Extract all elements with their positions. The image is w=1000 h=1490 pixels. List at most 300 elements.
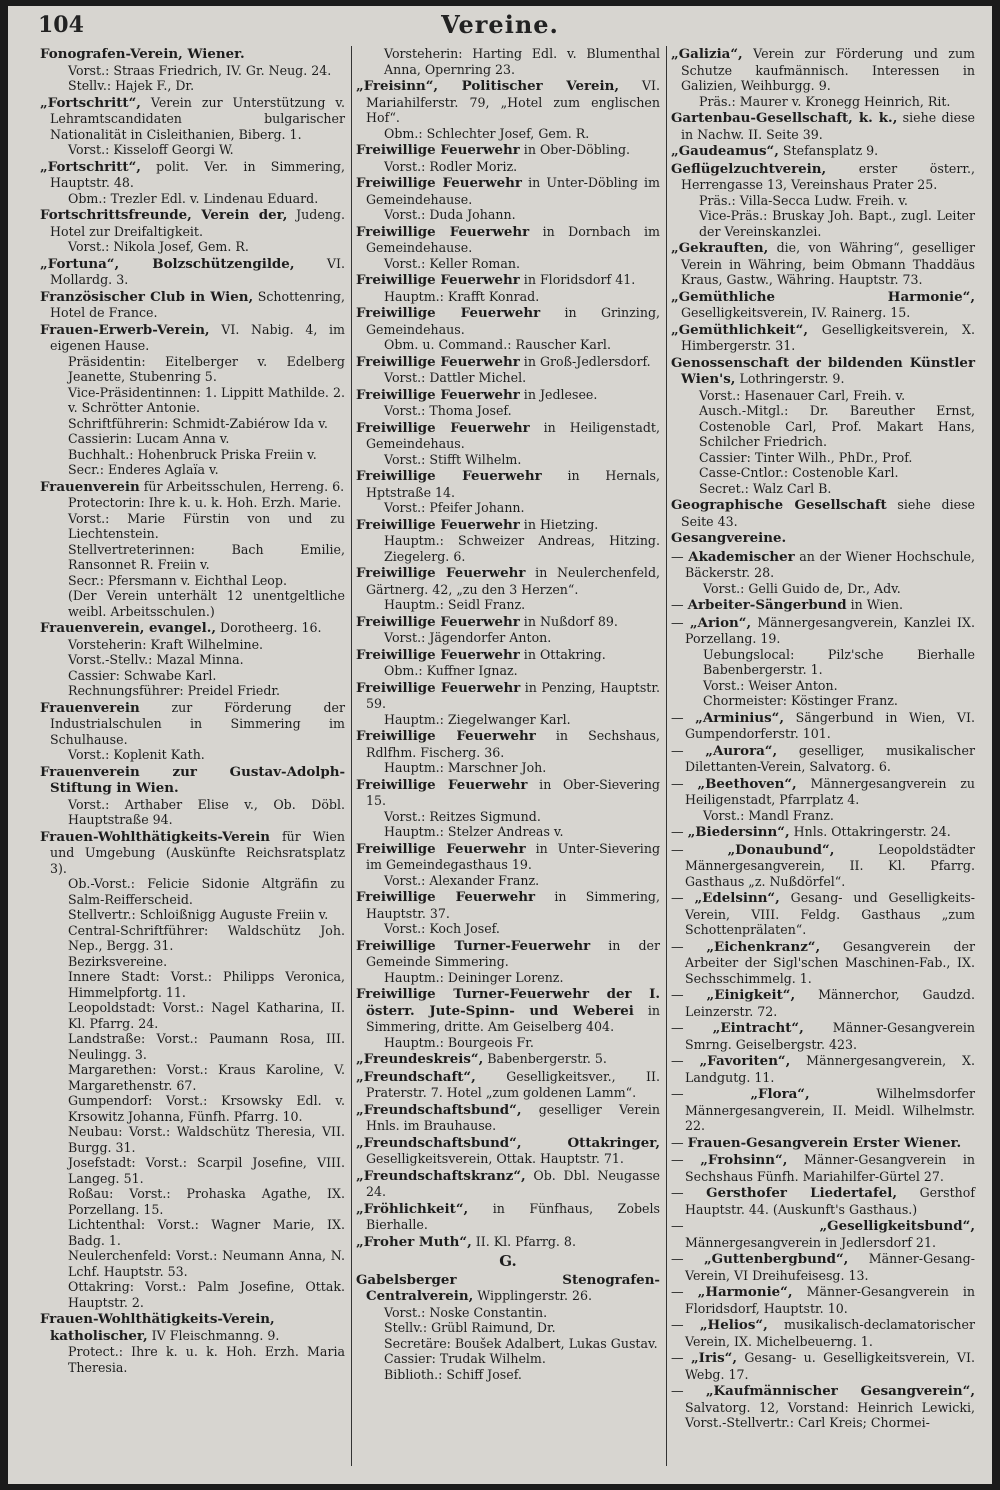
entry-name: Frauen-Gesangverein Erster Wiener. bbox=[687, 1134, 962, 1151]
entry-description: Stefansplatz 9. bbox=[778, 143, 879, 158]
directory-entry bbox=[356, 305, 660, 353]
entry-officer-line: Hauptm.: Ziegelwanger Karl. bbox=[384, 711, 571, 727]
directory-entry bbox=[356, 420, 660, 468]
directory-entry: — „Einigkeit“, Männerchor, Gaudzd. Leinzerstr. 72. bbox=[671, 987, 975, 1019]
entry-officer-line: Cassier: Tinter Wilh., PhDr., Prof. bbox=[699, 449, 913, 465]
directory-entry bbox=[40, 256, 345, 288]
entry-officer-line: Neulerchenfeld: Vorst.: Neumann Anna, N. Lchf. Hauptstr. 53. bbox=[68, 1248, 345, 1279]
entry-officer-line: Vorst.: Marie Fürstin von und zu Liechtenstein. bbox=[68, 510, 345, 541]
entry-officer-line: Vorst.: Pfeifer Johann. bbox=[384, 500, 525, 515]
entry-description: in Neulerchenfeld, Gärtnerg. 42, „zu den 3 Herzen“. bbox=[366, 565, 661, 597]
entry-officer-line: Vice-Präsidentinnen: 1. Lippitt Mathilde. 2. v. Schrötter Antonie. bbox=[68, 384, 345, 415]
entry-name: Freiwillige Feuerwehr bbox=[356, 516, 520, 533]
entry-name: „Eichenkranz“, bbox=[706, 938, 821, 955]
entry-name: Frauenverein bbox=[40, 478, 140, 495]
entry-officer-line: Vorst.: Mandl Franz. bbox=[703, 807, 834, 823]
entry-description: Judeng. Hotel zur Dreifaltigkeit. bbox=[50, 207, 345, 239]
entry-officer-line: Stellvertreterinnen: Bach Emilie, Ransonnet R. Freiin v. bbox=[68, 541, 345, 572]
entry-name: Arbeiter-Sängerbund bbox=[687, 597, 847, 613]
entry-description: Gesang- u. Geselligkeitsverein, VI. Webg. 17. bbox=[685, 1350, 975, 1382]
entry-officer-line: Hauptm.: Krafft Konrad. bbox=[384, 288, 540, 304]
directory-entry: — „Donaubund“, Leopoldstädter Männergesangverein, II. Kl. Pfarrg. Gasthaus „z. Nußdörfel“. bbox=[671, 841, 975, 889]
directory-entry bbox=[356, 224, 660, 272]
entry-description: Sängerbund in Wien, VI. Gumpendorferstr. 101. bbox=[685, 709, 975, 741]
directory-entry bbox=[356, 986, 660, 1050]
entry-name: „Edelsinn“, bbox=[694, 890, 780, 906]
entry-officer-line: Hauptm.: Deininger Lorenz. bbox=[384, 969, 564, 985]
entry-officer-line: Bezirksvereine. bbox=[68, 953, 168, 969]
entry-description: siehe diese in Nachw. II. Seite 39. bbox=[681, 110, 975, 142]
entry-name: Freiwillige Feuerwehr bbox=[356, 776, 528, 793]
entry-officer-line: Obm.: Trezler Edl. v. Lindenau Eduard. bbox=[68, 190, 319, 206]
entry-description: Gesangverein der Arbeiter der Sigl'schen Maschinen-Fab., IX. Sechsschimmelg. 1. bbox=[685, 938, 975, 986]
directory-entry bbox=[40, 289, 345, 321]
entry-officer-line: Obm.: Schlechter Josef, Gem. R. bbox=[384, 125, 590, 141]
directory-entry: — „Eichenkranz“, Gesangverein der Arbeiter der Sigl'schen Maschinen-Fab., IX. Sechsschimmelg. 1. bbox=[671, 938, 975, 986]
entry-name: „Kaufmännischer Gesangverein“, bbox=[705, 1383, 975, 1399]
entry-name: Fortschrittsfreunde, Verein der, bbox=[40, 207, 288, 223]
entry-officer-line: Vorst.: Gelli Guido de, Dr., Adv. bbox=[703, 580, 901, 596]
entry-description: Geselligkeitsver., II. Praterstr. 7. Hotel „zum goldenen Lamm“. bbox=[366, 1068, 660, 1100]
entry-officer-line: Central-Schriftführer: Waldschütz Joh. Nep., Bergg. 31. bbox=[68, 922, 345, 953]
entry-description: in Nußdorf 89. bbox=[519, 613, 618, 629]
entry-description: in Groß-Jedlersdorf. bbox=[519, 353, 651, 369]
directory-entry: — „Frohsinn“, Männer-Gesangverein in Sechshaus Fünfh. Mariahilfer-Gürtel 27. bbox=[671, 1152, 975, 1184]
directory-entry bbox=[356, 1201, 660, 1233]
directory-entry bbox=[40, 1311, 345, 1375]
entry-name: Freiwillige Feuerwehr bbox=[356, 142, 520, 158]
entry-officer-line: Cassier: Trudak Wilhelm. bbox=[384, 1351, 546, 1366]
directory-entry bbox=[356, 1069, 660, 1101]
directory-entry bbox=[356, 841, 660, 889]
entry-description: in Ober-Sievering 15. bbox=[366, 776, 660, 808]
entry-officer-line: Hauptm.: Seidl Franz. bbox=[384, 597, 526, 612]
entry-name: Freiwillige Feuerwehr bbox=[356, 565, 526, 581]
directory-entry: — „Edelsinn“, Gesang- und Geselligkeits-Verein, VIII. Feldg. Gasthaus „zum Schottenprälaten“. bbox=[671, 890, 975, 937]
entry-description: in Ober-Döbling. bbox=[519, 142, 631, 157]
entry-description: zur Förderung der Industrialschulen in Simmering im Schulhause. bbox=[50, 699, 345, 747]
directory-entry bbox=[356, 565, 660, 613]
directory-entry bbox=[671, 161, 975, 240]
entry-officer-line: Vorst.: Kisseloff Georgi W. bbox=[68, 142, 234, 157]
directory-entry: — Akademischer an der Wiener Hochschule, Bäckerstr. 28. Vorst.: Gelli Guido de, Dr., Adv. bbox=[671, 548, 975, 596]
entry-name: „Gemüthliche Harmonie“, bbox=[671, 288, 975, 305]
section-letter-heading: G. bbox=[499, 1252, 517, 1270]
entry-officer-line: Josefstadt: Vorst.: Scarpil Josefine, VIII. Langeg. 51. bbox=[68, 1155, 345, 1186]
entry-officer-line: Protect.: Ihre k. u. k. Hoh. Erzh. Maria Theresia. bbox=[68, 1344, 345, 1375]
entry-officer-line: Secr.: Enderes Aglaïa v. bbox=[68, 462, 219, 477]
entry-description: Schottenring, Hotel de France. bbox=[50, 288, 345, 320]
directory-entry: — „Guttenbergbund“, Männer-Gesang-Verein, VI Dreihufeisesg. 13. bbox=[671, 1251, 975, 1283]
directory-entry bbox=[40, 159, 345, 207]
entry-officer-line: Präsidentin: Eitelberger v. Edelberg Jeanette, Stubenring 5. bbox=[68, 353, 345, 384]
page-header bbox=[8, 6, 992, 46]
entry-officer-line: Ottakring: Vorst.: Palm Josefine, Ottak. Hauptstr. 2. bbox=[68, 1279, 345, 1310]
entry-name: Freiwillige Feuerwehr bbox=[356, 272, 520, 288]
directory-entry bbox=[356, 1102, 660, 1134]
directory-entry: — „Helios“, musikalisch-declamatorischer Verein, IX. Michelbeuerng. 1. bbox=[671, 1317, 975, 1349]
directory-entry: — „Kaufmännischer Gesangverein“, Salvatorg. 12, Vorstand: Heinrich Lewicki, Vorst.-Stellvertr.: Carl Kreis; Chormei- bbox=[671, 1383, 975, 1430]
directory-entry bbox=[356, 777, 660, 840]
directory-entry: — Frauen-Gesangverein Erster Wiener. bbox=[671, 1134, 962, 1151]
entry-officer-line: Roßau: Vorst.: Prohaska Agathe, IX. Porzellang. 15. bbox=[68, 1186, 345, 1217]
entry-description: in Hernals, Hptstraße 14. bbox=[366, 468, 660, 500]
directory-entry bbox=[356, 1051, 660, 1068]
entry-description: in Unter-Döbling im Gemeindehause. bbox=[366, 175, 660, 207]
entry-officer-line: Secr.: Pfersmann v. Eichthal Leop. bbox=[68, 572, 287, 588]
entry-officer-line: Rechnungsführer: Preidel Friedr. bbox=[68, 683, 281, 698]
directory-entry bbox=[671, 355, 975, 497]
entry-officer-line: Neubau: Vorst.: Waldschütz Theresia, VII. Burgg. 31. bbox=[68, 1124, 345, 1155]
directory-entry bbox=[356, 889, 660, 937]
entry-name: „Fröhlichkeit“, bbox=[356, 1200, 469, 1217]
entry-officer-line: Vorst.: Nikola Josef, Gem. R. bbox=[68, 239, 249, 254]
entry-officer-line: Stellv.: Hajek F., Dr. bbox=[68, 78, 195, 93]
entry-name: „Arminius“, bbox=[695, 709, 785, 726]
entry-description: Gersthof Hauptstr. 44. (Auskunft's Gasthaus.) bbox=[685, 1185, 975, 1217]
directory-entry bbox=[40, 479, 345, 620]
entry-officer-line: Vorst.-Stellv.: Mazal Minna. bbox=[68, 652, 244, 667]
entry-name: „Eintracht“, bbox=[712, 1020, 804, 1036]
entry-officer-line: Hauptm.: Schweizer Andreas, Hitzing. Ziegelerg. 6. bbox=[384, 533, 660, 564]
entry-officer-line: Vorst.: Duda Johann. bbox=[384, 207, 516, 222]
entry-name: „Flora“, bbox=[750, 1086, 810, 1102]
entry-description: Verein zur Unterstützung v. Lehramtscandidaten bulgarischer Nationalität in Cisleithanien, Biberg. 1. bbox=[50, 94, 345, 142]
directory-entry: — „Favoriten“, Männergesangverein, X. Landgutg. 11. bbox=[671, 1053, 975, 1085]
entry-name: Akademischer bbox=[688, 548, 795, 565]
directory-entry bbox=[356, 142, 660, 174]
entry-officer-line: Stellv.: Grübl Raimund, Dr. bbox=[384, 1320, 556, 1335]
entry-description: in Dornbach im Gemeindehause. bbox=[366, 223, 660, 255]
text-columns bbox=[36, 46, 982, 1466]
directory-entry bbox=[671, 240, 975, 288]
directory-entry bbox=[356, 1168, 660, 1200]
entry-officer-line: Vorst.: Koplenit Kath. bbox=[68, 747, 205, 762]
entry-officer-line: Vorst.: Keller Roman. bbox=[384, 255, 520, 271]
entry-name: Französischer Club in Wien, bbox=[40, 288, 254, 305]
entry-description: VI. Mariahilferstr. 79, „Hotel zum englischen Hof“. bbox=[366, 78, 660, 125]
entry-officer-line: Secretäre: Boušek Adalbert, Lukas Gustav. bbox=[384, 1335, 658, 1351]
entry-name: „Guttenbergbund“, bbox=[703, 1251, 849, 1267]
entry-description: siehe diese Seite 43. bbox=[681, 497, 975, 529]
directory-entry bbox=[671, 46, 975, 109]
directory-entry bbox=[356, 175, 660, 223]
entry-description: in Floridsdorf 41. bbox=[519, 272, 636, 287]
entry-description: Männer-Gesangverein Smrng. Geiselbergstr. 423. bbox=[685, 1020, 975, 1052]
directory-entry: — Arbeiter-Sängerbund in Wien. bbox=[671, 597, 904, 613]
entry-officer-line: Vorst.: Dattler Michel. bbox=[384, 370, 527, 385]
entry-description: Verein zur Förderung und zum Schutze kaufmännisch. Interessen in Galizien, Weihburgg. 9. bbox=[681, 46, 975, 93]
entry-description: Leopoldstädter Männergesangverein, II. Kl. Pfarrg. Gasthaus „z. Nußdörfel“. bbox=[685, 841, 975, 889]
entry-name: „Einigkeit“, bbox=[706, 987, 796, 1003]
entry-description: Männer-Gesangverein in Sechshaus Fünfh. Mariahilfer-Gürtel 27. bbox=[685, 1152, 975, 1184]
directory-entry bbox=[356, 78, 660, 141]
entry-name: „Arion“, bbox=[689, 614, 752, 631]
entry-description: für Wien und Umgebung (Auskünfte Reichsratsplatz 3). bbox=[50, 828, 345, 876]
entry-officer-line: Margarethen: Vorst.: Kraus Karoline, V. Margarethenstr. 67. bbox=[68, 1062, 345, 1093]
entry-officer-line: Präs.: Maurer v. Kronegg Heinrich, Rit. bbox=[699, 93, 951, 109]
entry-description: Männerchor, Gaudzd. Leinzerstr. 72. bbox=[685, 987, 975, 1019]
entry-name: Gersthofer Liedertafel, bbox=[706, 1185, 897, 1201]
directory-entry bbox=[40, 207, 345, 255]
directory-entry bbox=[40, 829, 345, 1311]
entry-officer-line: Uebungslocal: Pilz'sche Bierhalle Babenbergerstr. 1. bbox=[703, 646, 975, 677]
directory-entry bbox=[356, 387, 660, 419]
entry-officer-line: Vorsteherin: Harting Edl. v. Blumenthal Anna, Opernring 23. bbox=[384, 46, 660, 77]
entry-officer-line: Vorst.: Noske Constantin. bbox=[384, 1304, 548, 1320]
entry-description: Salvatorg. 12, Vorstand: Heinrich Lewicki, Vorst.-Stellvertr.: Carl Kreis; Chormei- bbox=[685, 1399, 975, 1430]
entry-name: Freiwillige Turner-Feuerwehr bbox=[356, 937, 591, 954]
entry-name: Frauenverein, evangel., bbox=[40, 620, 217, 636]
entry-name: „Helios“, bbox=[699, 1317, 768, 1333]
directory-entry: — Gersthofer Liedertafel, Gersthof Hauptstr. 44. (Auskunft's Gasthaus.) bbox=[671, 1185, 975, 1217]
entry-name: Frauen-Erwerb-Verein, bbox=[40, 321, 210, 338]
directory-entry bbox=[356, 647, 660, 679]
entry-description: Dorotheerg. 16. bbox=[216, 620, 322, 635]
entry-name: Freiwillige Feuerwehr bbox=[356, 353, 520, 370]
entry-name: Geographische Gesellschaft bbox=[671, 497, 887, 513]
directory-entry bbox=[356, 468, 660, 516]
directory-entry bbox=[40, 322, 345, 478]
entry-description: Wipplingerstr. 26. bbox=[473, 1288, 593, 1303]
directory-entry bbox=[356, 614, 660, 646]
entry-officer-line: Chormeister: Köstinger Franz. bbox=[703, 693, 898, 708]
entry-description: Babenbergerstr. 5. bbox=[483, 1051, 607, 1066]
entry-officer-line: Vorst.: Reitzes Sigmund. bbox=[384, 808, 541, 824]
directory-entry bbox=[671, 143, 975, 160]
entry-description: Ob. Dbl. Neugasse 24. bbox=[366, 1167, 660, 1199]
entry-name: Geflügelzuchtverein, bbox=[671, 160, 827, 177]
entry-officer-line: Vorst.: Straas Friedrich, IV. Gr. Neug. 24. bbox=[68, 62, 332, 78]
entry-name: Fonografen-Verein, Wiener. bbox=[40, 46, 245, 62]
entry-description: Männer-Gesangverein in Floridsdorf, Hauptstr. 10. bbox=[685, 1284, 975, 1316]
entry-name: Gartenbau-Gesellschaft, k. k., bbox=[671, 110, 898, 126]
directory-entry bbox=[671, 289, 975, 321]
entry-name: Freiwillige Feuerwehr bbox=[356, 419, 530, 436]
entry-description: die, von Währing“, geselliger Verein in Währing, beim Obmann Thaddäus Kraus, Gastw., Währing. Hauptstr. 73. bbox=[681, 240, 975, 287]
running-title: Vereine. bbox=[441, 10, 559, 39]
entry-description: in Sechshaus, Rdlfhm. Fischerg. 36. bbox=[366, 728, 660, 760]
entry-name: „Aurora“, bbox=[705, 742, 778, 759]
entry-officer-line: Secret.: Walz Carl B. bbox=[699, 480, 832, 496]
column-left bbox=[36, 46, 351, 1466]
directory-entry bbox=[356, 1272, 660, 1383]
entry-officer-line: Vorst.: Arthaber Elise v., Ob. Döbl. Hauptstraße 94. bbox=[68, 796, 345, 827]
entry-name: „Favoriten“, bbox=[699, 1053, 791, 1069]
entry-officer-line: Hauptm.: Marschner Joh. bbox=[384, 760, 547, 775]
document-page bbox=[8, 6, 992, 1484]
entry-description: geselliger Verein Hnls. im Brauhause. bbox=[366, 1101, 660, 1133]
entry-name: Frauen-Wohlthätigkeits-Verein bbox=[40, 828, 271, 845]
entry-name: Frauenverein bbox=[40, 699, 140, 716]
entry-description: Männergesangverein in Jedlersdorf 21. bbox=[685, 1234, 936, 1250]
section-heading: Gesangvereine. bbox=[671, 530, 787, 546]
directory-entry bbox=[356, 680, 660, 728]
entry-name: „Galizia“, bbox=[671, 46, 743, 62]
column-right bbox=[666, 46, 981, 1466]
entry-name: Freiwillige Feuerwehr bbox=[356, 679, 521, 696]
entry-description: Lothringerstr. 9. bbox=[735, 371, 845, 386]
entry-officer-line: (Der Verein unterhält 12 unentgeltliche weibl. Arbeitsschulen.) bbox=[68, 588, 345, 619]
entry-officer-line: Vorst.: Hasenauer Carl, Freih. v. bbox=[699, 387, 906, 403]
entry-officer-line: Vice-Präs.: Bruskay Joh. Bapt., zugl. Leiter der Vereinskanzlei. bbox=[699, 208, 975, 239]
directory-entry bbox=[40, 700, 345, 763]
entry-name: „Donaubund“, bbox=[727, 841, 835, 858]
entry-name: „Freundschaftsbund“, Ottakringer, bbox=[356, 1134, 660, 1151]
entry-name: „Frohsinn“, bbox=[700, 1152, 788, 1168]
directory-entry: — „Arminius“, Sängerbund in Wien, VI. Gumpendorferstr. 101. bbox=[671, 709, 975, 741]
entry-officer-line: Präs.: Villa-Secca Ludw. Freih. v. bbox=[699, 192, 908, 208]
directory-entry bbox=[671, 110, 975, 142]
directory-entry bbox=[356, 1234, 660, 1251]
entry-description: IV Fleischmanng. 9. bbox=[147, 1327, 280, 1343]
entry-name: „Fortuna“, Bolzschützengilde, bbox=[40, 255, 295, 272]
entry-description: Geselligkeitsverein, X. Himbergerstr. 31. bbox=[681, 321, 975, 353]
entry-name: „Beethoven“, bbox=[697, 775, 797, 792]
entry-officer-line: Buchhalt.: Hohenbruck Priska Freiin v. bbox=[68, 446, 317, 462]
entry-name: „Freundschaftskranz“, bbox=[356, 1167, 526, 1184]
directory-entry bbox=[356, 938, 660, 986]
entry-officer-line: Lichtenthal: Vorst.: Wagner Marie, IX. Badg. 1. bbox=[68, 1217, 345, 1248]
entry-officer-line: Gumpendorf: Vorst.: Krsowsky Edl. v. Krsowitz Johanna, Fünfh. Pfarrg. 10. bbox=[68, 1093, 345, 1124]
entry-name: Freiwillige Feuerwehr bbox=[356, 468, 542, 484]
entry-description: in Simmering, dritte. Am Geiselberg 404. bbox=[366, 1002, 660, 1034]
directory-entry bbox=[671, 322, 975, 354]
directory-entry bbox=[356, 517, 660, 565]
directory-entry bbox=[356, 354, 660, 386]
directory-entry: — „Arion“, Männergesangverein, Kanzlei IX. Porzellang. 19. Uebungslocal: Pilz'sche Bierhalle Babenbergerstr. 1. Vorst.: Weiser Anton. Chormeister: Köstinger Franz. bbox=[671, 614, 975, 708]
entry-officer-line: Casse-Cntlor.: Costenoble Karl. bbox=[699, 465, 899, 480]
entry-name: „Fortschritt“, bbox=[40, 94, 141, 111]
entry-description: in Wien. bbox=[846, 597, 904, 612]
entry-description: in Hietzing. bbox=[519, 516, 599, 532]
entry-description: VI. Nabig. 4, im eigenen Hause. bbox=[50, 321, 345, 353]
entry-officer-line: Hauptm.: Stelzer Andreas v. bbox=[384, 824, 564, 839]
entry-name: Freiwillige Feuerwehr bbox=[356, 889, 536, 905]
entry-officer-line: Hauptm.: Bourgeois Fr. bbox=[384, 1034, 534, 1050]
directory-entry: — „Beethoven“, Männergesangverein zu Heiligenstadt, Pfarrplatz 4. Vorst.: Mandl Franz. bbox=[671, 775, 975, 823]
entry-description: geselliger, musikalischer Dilettanten-Verein, Salvatorg. 6. bbox=[685, 742, 975, 774]
entry-officer-line: Ausch.-Mitgl.: Dr. Bareuther Ernst, Costenoble Carl, Prof. Makart Hans, Schilcher Friedrich. bbox=[699, 403, 975, 449]
entry-description: VI. Mollardg. 3. bbox=[50, 255, 345, 287]
entry-description: in Ottakring. bbox=[519, 646, 606, 662]
entry-name: Freiwillige Feuerwehr bbox=[356, 728, 536, 744]
directory-entry: — „Biedersinn“, Hnls. Ottakringerstr. 24. bbox=[671, 824, 951, 840]
entry-officer-line: Ob.-Vorst.: Felicie Sidonie Altgräfin zu Salm-Reifferscheid. bbox=[68, 876, 345, 907]
entry-name: „Gekrauften, bbox=[671, 240, 769, 256]
entry-description: in Penzing, Hauptstr. 59. bbox=[366, 679, 660, 711]
directory-entry bbox=[356, 272, 660, 304]
entry-description: II. Kl. Pfarrg. 8. bbox=[471, 1233, 576, 1249]
entry-description: Männergesangverein, X. Landgutg. 11. bbox=[685, 1053, 975, 1085]
entry-name: Freiwillige Feuerwehr bbox=[356, 613, 520, 630]
directory-entry bbox=[40, 764, 345, 828]
entry-description: Geselligkeitsverein, Ottak. Hauptstr. 71. bbox=[366, 1151, 624, 1166]
entry-name: „Fortschritt“, bbox=[40, 158, 141, 175]
entry-name: „Biedersinn“, bbox=[687, 824, 790, 840]
entry-name: „Freundschaft“, bbox=[356, 1068, 476, 1085]
entry-description: Geselligkeitsverein, IV. Rainerg. 15. bbox=[681, 305, 911, 320]
entry-description: in Heiligenstadt, Gemeindehaus. bbox=[366, 419, 660, 451]
entry-description: Gesang- und Geselligkeits-Verein, VIII. Feldg. Gasthaus „zum Schottenprälaten“. bbox=[685, 890, 975, 937]
entry-name: „Freundschaftsbund“, bbox=[356, 1101, 522, 1118]
entry-description: polit. Ver. in Simmering, Hauptstr. 48. bbox=[50, 158, 345, 190]
entry-name: Frauenverein zur Gustav-Adolph-Stiftung in Wien. bbox=[40, 763, 345, 796]
directory-entry: — „Geselligkeitsbund“, Männergesangverein in Jedlersdorf 21. bbox=[671, 1218, 975, 1250]
entry-description: Wilhelmsdorfer Männergesangverein, II. Meidl. Wilhelmstr. 22. bbox=[685, 1086, 975, 1133]
column-middle bbox=[351, 46, 666, 1466]
entry-officer-line: Cassierin: Lucam Anna v. bbox=[68, 431, 230, 446]
entry-officer-line: Stellvertr.: Schloißnigg Auguste Freiin v. bbox=[68, 907, 329, 922]
entry-officer-line: Landstraße: Vorst.: Paumann Rosa, III. Neulingg. 3. bbox=[68, 1031, 345, 1062]
entry-description: an der Wiener Hochschule, Bäckerstr. 28. bbox=[685, 548, 975, 580]
entry-officer-line: Obm.: Kuffner Ignaz. bbox=[384, 663, 518, 678]
directory-entry: — „Aurora“, geselliger, musikalischer Dilettanten-Verein, Salvatorg. 6. bbox=[671, 742, 975, 774]
entry-name: Freiwillige Feuerwehr bbox=[356, 646, 520, 663]
entry-name: „Iris“, bbox=[690, 1350, 737, 1366]
entry-description: erster österr., Herrengasse 13, Vereinshaus Prater 25. bbox=[681, 160, 975, 192]
entry-officer-line: Vorst.: Stifft Wilhelm. bbox=[384, 451, 522, 467]
entry-name: Freiwillige Feuerwehr bbox=[356, 386, 520, 403]
entry-description: Männer-Gesang-Verein, VI Dreihufeisesg. 13. bbox=[685, 1251, 975, 1283]
entry-officer-line: Biblioth.: Schiff Josef. bbox=[384, 1366, 522, 1382]
entry-name: Freiwillige Turner-Feuerwehr der I. österr. Jute-Spinn- und Weberei bbox=[356, 986, 660, 1019]
directory-entry: — „Flora“, Wilhelmsdorfer Männergesangverein, II. Meidl. Wilhelmstr. 22. bbox=[671, 1086, 975, 1133]
directory-entry bbox=[40, 95, 345, 158]
entry-description: in Jedlesee. bbox=[519, 386, 598, 402]
entry-officer-line: Leopoldstadt: Vorst.: Nagel Katharina, II. Kl. Pfarrg. 24. bbox=[68, 1000, 345, 1031]
entry-officer-line: Vorsteherin: Kraft Wilhelmine. bbox=[68, 636, 264, 652]
entry-description: Männergesangverein, Kanzlei IX. Porzellang. 19. bbox=[685, 614, 975, 646]
entry-officer-line: Obm. u. Command.: Rauscher Karl. bbox=[384, 337, 611, 352]
entry-name: „Freisinn“, Politischer Verein, bbox=[356, 78, 620, 94]
entry-description: musikalisch-declamatorischer Verein, IX. Michelbeuerng. 1. bbox=[685, 1317, 975, 1349]
entry-officer-line: Protectorin: Ihre k. u. k. Hoh. Erzh. Marie. bbox=[68, 495, 342, 510]
entry-officer-line: Vorst.: Weiser Anton. bbox=[703, 677, 838, 693]
entry-name: „Gaudeamus“, bbox=[671, 143, 779, 159]
entry-description: in Fünfhaus, Zobels Bierhalle. bbox=[366, 1200, 660, 1232]
entry-name: Gabelsberger Stenografen-Centralverein, bbox=[356, 1271, 660, 1304]
entry-name: Freiwillige Feuerwehr bbox=[356, 305, 541, 321]
directory-entry: — „Eintracht“, Männer-Gesangverein Smrng. Geiselbergstr. 423. bbox=[671, 1020, 975, 1052]
directory-entry bbox=[356, 46, 660, 77]
entry-officer-line: Vorst.: Thoma Josef. bbox=[384, 403, 512, 418]
entry-name: Freiwillige Feuerwehr bbox=[356, 175, 522, 191]
entry-name: „Gemüthlichkeit“, bbox=[671, 321, 808, 338]
entry-name: Genossenschaft der bildenden Künstler Wien's, bbox=[671, 354, 975, 387]
entry-name: „Freundeskreis“, bbox=[356, 1051, 484, 1067]
entry-name: Freiwillige Feuerwehr bbox=[356, 223, 530, 240]
directory-entry bbox=[356, 728, 660, 776]
entry-description: für Arbeitsschulen, Herreng. 6. bbox=[139, 478, 345, 494]
entry-officer-line: Vorst.: Rodler Moriz. bbox=[384, 158, 518, 174]
entry-officer-line: Innere Stadt: Vorst.: Philipps Veronica, Himmelpfortg. 11. bbox=[68, 969, 345, 1000]
entry-name: „Froher Muth“, bbox=[356, 1233, 472, 1250]
entry-name: „Harmonie“, bbox=[697, 1284, 793, 1300]
entry-officer-line: Vorst.: Koch Josef. bbox=[384, 921, 500, 936]
entry-officer-line: Vorst.: Jägendorfer Anton. bbox=[384, 630, 552, 645]
entry-description: Männergesangverein zu Heiligenstadt, Pfarrplatz 4. bbox=[685, 775, 975, 807]
directory-entry bbox=[356, 1135, 660, 1167]
entry-name: Frauen-Wohlthätigkeits-Verein, katholischer, bbox=[40, 1311, 275, 1344]
entry-description: in Grinzing, Gemeindehaus. bbox=[366, 305, 661, 337]
entry-officer-line: Cassier: Schwabe Karl. bbox=[68, 667, 217, 683]
entry-description: in Simmering, Hauptstr. 37. bbox=[366, 889, 660, 921]
directory-entry: — „Iris“, Gesang- u. Geselligkeitsverein, VI. Webg. 17. bbox=[671, 1350, 975, 1382]
entry-officer-line: Schriftführerin: Schmidt-Zabiérow Ida v. bbox=[68, 415, 328, 431]
page-number: 104 bbox=[38, 12, 84, 38]
directory-entry bbox=[671, 497, 975, 529]
